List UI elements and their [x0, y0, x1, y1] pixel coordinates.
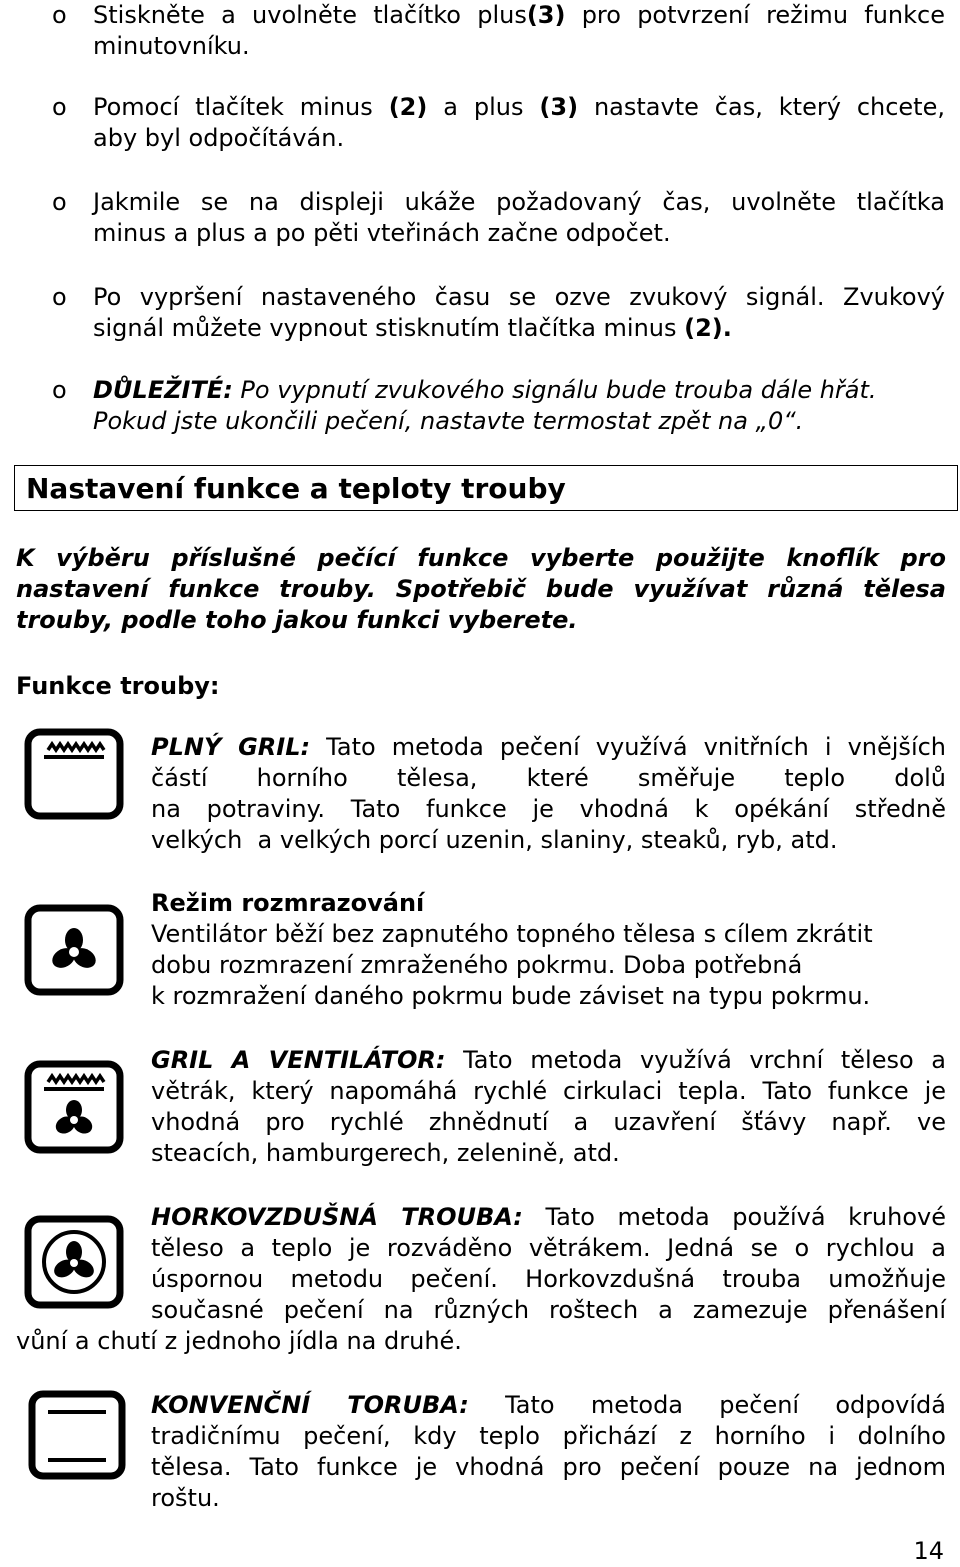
function-line: tradičnímu pečení, kdy teplo přichází z horního i dolního: [151, 1422, 946, 1450]
function-line: tělesa. Tato funkce je vhodná pro pečení pouze na jednom: [151, 1453, 946, 1481]
text-run: signál můžete vypnout stisknutím tlačítka minus: [93, 314, 685, 342]
function-line: roštu.: [151, 1484, 220, 1512]
bullet-line: Jakmile se na displeji ukáže požadovaný čas, uvolněte tlačítka: [93, 188, 945, 216]
text-run: Pomocí tlačítek minus: [93, 93, 389, 121]
grill-fan-icon: [24, 1060, 124, 1154]
bullet-marker: o: [52, 1, 67, 29]
function-title: Režim rozmrazování: [151, 889, 425, 917]
bullet-line: Pokud jste ukončili pečení, nastavte termostat zpět na „0“.: [93, 407, 804, 435]
bullet-marker: o: [52, 376, 67, 404]
function-conventional: [151, 1390, 946, 1514]
function-line: [151, 1202, 946, 1233]
function-title: KONVENČNÍ TORUBA:: [151, 1391, 469, 1419]
function-line: větrák, který napomáhá rychlé cirkulaci tepla. Tato funkce je: [151, 1077, 946, 1105]
bullet-line: minus a plus a po pěti vteřinách začne odpočet.: [93, 219, 671, 247]
text-run: pro potvrzení režimu funkce: [565, 1, 945, 29]
function-line: současné pečení na různých roštech a zamezuje přenášení: [151, 1296, 946, 1324]
bullet-item: [93, 282, 945, 344]
bullet-item: [93, 375, 945, 437]
text-run-bold: (2): [388, 93, 428, 121]
bullet-line: [93, 92, 945, 123]
bullet-item: [93, 187, 945, 249]
bullet-line: [93, 0, 945, 31]
conventional-oven-icon: [28, 1390, 126, 1480]
bullet-line: [93, 375, 945, 406]
section-intro: [16, 543, 946, 636]
function-line: dobu rozmrazení zmraženého pokrmu. Doba potřebná: [151, 951, 803, 979]
text-run-bold: (3): [539, 93, 579, 121]
function-line: [151, 1390, 946, 1421]
text-run: Tato metoda pečení odpovídá: [505, 1391, 946, 1419]
text-run: a plus: [427, 93, 540, 121]
full-grill-icon: [24, 728, 124, 820]
text-run-bold: (2).: [684, 314, 732, 342]
text-run: Stiskněte a uvolněte tlačítko plus: [93, 1, 527, 29]
function-line: [151, 1045, 946, 1076]
section-title: Nastavení funkce a teploty trouby: [26, 472, 566, 505]
function-title: HORKOVZDUŠNÁ TROUBA:: [151, 1203, 523, 1231]
function-line: částí horního tělesa, které směřuje teplo dolů: [151, 764, 946, 792]
function-title: PLNÝ GRIL:: [151, 733, 311, 761]
bullet-item: [93, 0, 945, 62]
function-line-continued: vůní a chutí z jednoho jídla na druhé.: [16, 1327, 462, 1355]
function-line: těleso a teplo je rozváděno větrákem. Jedná se o rychlou a: [151, 1234, 946, 1262]
text-run-bold: (3): [526, 1, 566, 29]
intro-line: trouby, podle toho jakou funkci vyberete.: [16, 606, 578, 634]
function-title: GRIL A VENTILÁTOR:: [151, 1046, 446, 1074]
function-line: vhodná pro rychlé zhnědnutí a uzavření šťávy např. ve: [151, 1108, 946, 1136]
bullet-line: [93, 313, 945, 344]
bullet-marker: o: [52, 188, 67, 216]
text-run: Tato metoda pečení využívá vnitřních i vnějších: [326, 733, 947, 761]
function-line: steacích, hamburgerech, zelenině, atd.: [151, 1139, 620, 1167]
page-number: 14: [913, 1537, 944, 1565]
bullet-line: Po vypršení nastaveného času se ozve zvukový signál. Zvukový: [93, 283, 945, 311]
function-line: k rozmražení daného pokrmu bude záviset na typu pokrmu.: [151, 982, 871, 1010]
text-run: Tato metoda využívá vrchní těleso a: [463, 1046, 946, 1074]
function-hot-air: [151, 1202, 946, 1326]
functions-subheading: Funkce trouby:: [16, 672, 220, 700]
intro-line: K výběru příslušné pečící funkce vyberte použijte knoflík pro: [16, 544, 946, 572]
function-full-grill: [151, 732, 946, 856]
defrost-fan-icon: [24, 904, 124, 996]
bullet-line: aby byl odpočítáván.: [93, 124, 345, 152]
function-defrost: [151, 888, 946, 1012]
intro-line: nastavení funkce trouby. Spotřebič bude využívat různá tělesa: [16, 575, 946, 603]
function-line: Ventilátor běží bez zapnutého topného tělesa s cílem zkrátit: [151, 920, 873, 948]
text-run: Tato metoda používá kruhové: [545, 1203, 946, 1231]
important-label: DŮLEŽITÉ:: [93, 376, 233, 404]
bullet-marker: o: [52, 93, 67, 121]
function-grill-fan: [151, 1045, 946, 1169]
function-line: na potraviny. Tato funkce je vhodná k opékání středně: [151, 795, 946, 823]
function-line: velkých a velkých porcí uzenin, slaniny, steaků, ryb, atd.: [151, 826, 838, 854]
bullet-item: [93, 92, 945, 154]
text-run: nastavte čas, který chcete,: [578, 93, 945, 121]
bullet-marker: o: [52, 283, 67, 311]
bullet-line: minutovníku.: [93, 32, 250, 60]
function-line: [151, 732, 946, 763]
function-line: úspornou metodu pečení. Horkovzdušná trouba umožňuje: [151, 1265, 946, 1293]
hot-air-icon: [24, 1215, 124, 1309]
text-run-italic: Po vypnutí zvukového signálu bude trouba dále hřát.: [232, 376, 877, 404]
